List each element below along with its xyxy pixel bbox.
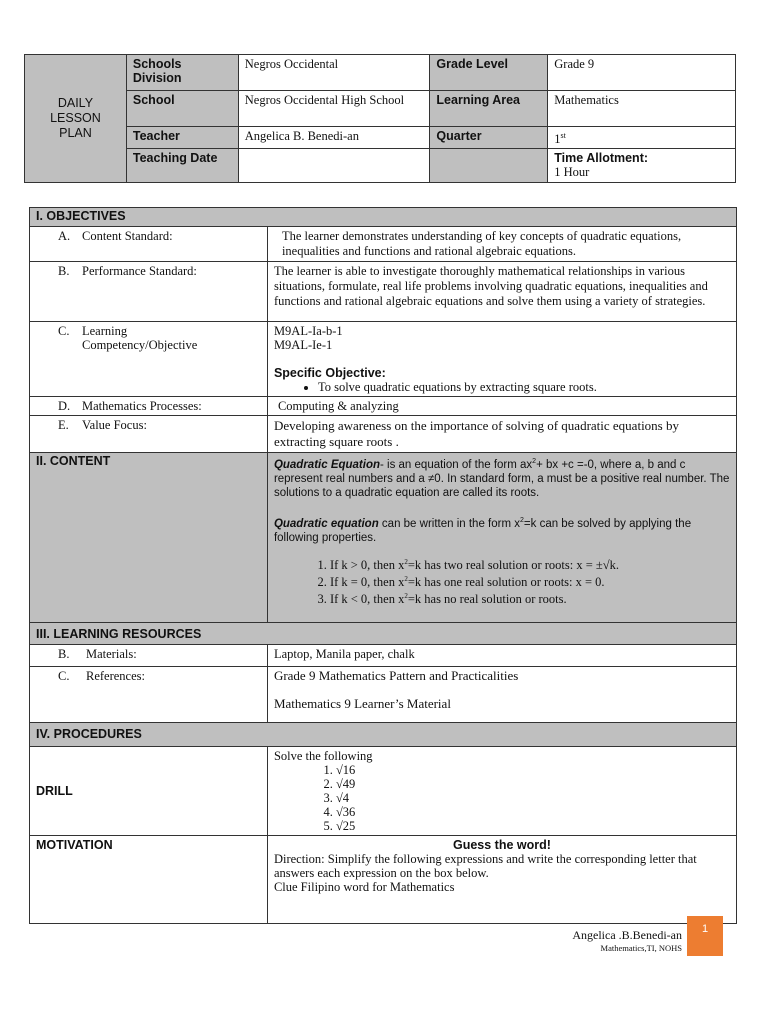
value-focus-label: E. Value Focus: <box>30 416 268 453</box>
school-label: School <box>126 91 238 127</box>
footer-subtitle: Mathematics,TI, NOHS <box>600 943 682 953</box>
quarter-label: Quarter <box>430 127 548 149</box>
motivation-direction: Direction: Simplify the following expressions and write the corresponding letter that answers each expression on the box below. <box>273 852 697 880</box>
competency-code-2: M9AL-Ie-1 <box>273 338 333 352</box>
blank-gray-cell <box>430 149 548 183</box>
specific-objective-item: • To solve quadratic equations by extracting square roots. <box>318 380 730 394</box>
drill-item: 5. √25 <box>336 819 730 833</box>
drill-body <box>267 747 736 836</box>
content-paragraph-2: Quadratic equation can be written in the form $x^2=k$ can be solved by applying the following properties. <box>273 516 692 544</box>
header-table <box>24 54 736 183</box>
processes-value: Computing & analyzing <box>267 397 736 416</box>
procedures-heading: IV. PROCEDURES <box>30 723 737 747</box>
quarter-value: 1st <box>548 127 736 149</box>
references-label: C. References: <box>30 667 268 723</box>
school-value: Negros Occidental High School <box>238 91 430 127</box>
learning-area-label: Learning Area <box>430 91 548 127</box>
lesson-plan-table <box>29 207 737 924</box>
drill-item: 2. √49 <box>336 777 730 791</box>
performance-standard-value: The learner is able to investigate thoroughly mathematical relationships in various situations, formulate, real life problems involving quadratic equations, inequalities and functions and rational algebraic equations and solve them using a variety of strategies. <box>267 262 736 322</box>
reference-item: Mathematics 9 Learner’s Material <box>273 696 451 711</box>
teacher-value: Angelica B. Benedi-an <box>238 127 430 149</box>
teacher-label: Teacher <box>126 127 238 149</box>
motivation-body <box>267 836 736 924</box>
drill-item: 1. √16 <box>336 763 730 777</box>
materials-value: Laptop, Manila paper, chalk <box>267 645 736 667</box>
competency-value <box>267 322 736 397</box>
materials-label: B. Materials: <box>30 645 268 667</box>
teaching-date-label: Teaching Date <box>126 149 238 183</box>
drill-item: 4. √36 <box>336 805 730 819</box>
competency-label: C. Learning Competency/Objective <box>30 322 268 397</box>
content-body <box>267 453 736 623</box>
property-item: 3. If k < 0, then $x^2=k$ has no real solution or roots. <box>330 589 730 606</box>
processes-label: D. Mathematics Processes: <box>30 397 268 416</box>
content-standard-label: A. Content Standard: <box>30 227 268 262</box>
motivation-clue: Clue Filipino word for Mathematics <box>273 880 455 894</box>
property-item: 1. If k > 0, then $x^2=k$ has two real solution or roots: x = ±√k. <box>330 555 730 572</box>
references-value <box>267 667 736 723</box>
content-paragraph-1: Quadratic Equation- is an equation of the form $ax^2+$ bx +c =-0, where a, b and c represent real numbers and a ≠0. In standard form, a must be a positive real number. The solutions to a quadratic equation are called its roots. <box>273 458 730 499</box>
drill-intro: Solve the following <box>273 749 373 763</box>
objectives-heading: I. OBJECTIVES <box>30 208 737 227</box>
schools-division-value: Negros Occidental <box>238 55 430 91</box>
performance-standard-label: B. Performance Standard: <box>30 262 268 322</box>
content-heading: II. CONTENT <box>30 453 268 623</box>
time-allotment-cell: Time Allotment: 1 Hour <box>548 149 736 183</box>
footer-author: Angelica .B.Benedi-an <box>572 928 682 942</box>
teaching-date-value <box>238 149 430 183</box>
schools-division-label: Schools Division <box>126 55 238 91</box>
motivation-label: MOTIVATION <box>30 836 268 924</box>
motivation-title: Guess the word! <box>453 838 551 852</box>
grade-level-value: Grade 9 <box>548 55 736 91</box>
learning-area-value: Mathematics <box>548 91 736 127</box>
reference-item: Grade 9 Mathematics Pattern and Practicalities <box>273 668 519 683</box>
drill-item: 3. √4 <box>336 791 730 805</box>
grade-level-label: Grade Level <box>430 55 548 91</box>
drill-label: DRILL <box>30 747 268 836</box>
competency-code-1: M9AL-Ia-b-1 <box>273 324 343 338</box>
resources-heading: III. LEARNING RESOURCES <box>30 623 737 645</box>
content-standard-value: The learner demonstrates understanding of key concepts of quadratic equations, inequalities and functions and rational algebraic equations. <box>267 227 736 262</box>
page-number-badge: 1 <box>687 916 723 956</box>
daily-lesson-plan-title: DAILY LESSON PLAN <box>25 55 127 183</box>
value-focus-value: Developing awareness on the importance of solving of quadratic equations by extracting square roots . <box>267 416 736 453</box>
property-item: 2. If k = 0, then $x^2=k$ has one real solution or roots: x = 0. <box>330 572 730 589</box>
specific-objective-label: Specific Objective: <box>273 366 386 380</box>
